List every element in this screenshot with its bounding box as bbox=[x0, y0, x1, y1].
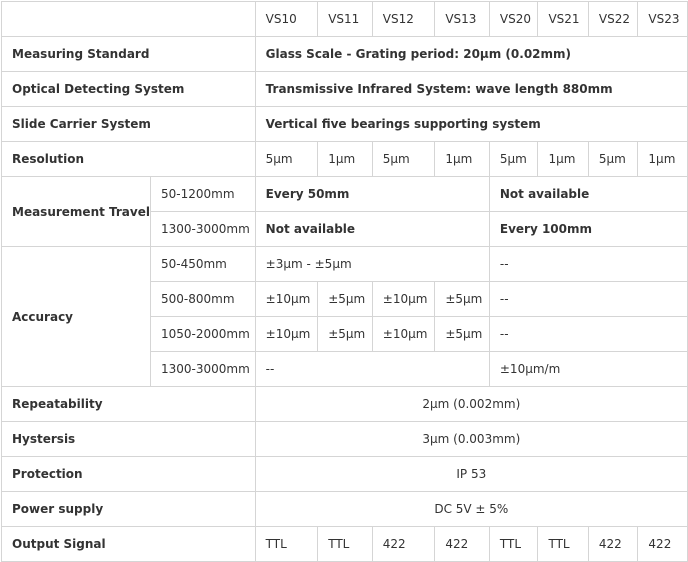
row-label: Output Signal bbox=[2, 527, 256, 562]
range-label: 50-1200mm bbox=[150, 177, 255, 212]
accuracy-vs2-value: ±10μm/m bbox=[489, 352, 687, 387]
repeatability-row bbox=[2, 387, 688, 422]
accuracy-row bbox=[2, 247, 688, 282]
row-label: Optical Detecting System bbox=[2, 72, 256, 107]
model-header: VS10 bbox=[255, 2, 318, 37]
accuracy-vs2-value: -- bbox=[489, 317, 687, 352]
row-label: Protection bbox=[2, 457, 256, 492]
range-label: 1300-3000mm bbox=[150, 212, 255, 247]
accuracy-cell: ±10μm bbox=[372, 317, 435, 352]
travel-vs2-value: Not available bbox=[489, 177, 687, 212]
resolution-cell: 5μm bbox=[255, 142, 318, 177]
resolution-cell: 5μm bbox=[372, 142, 435, 177]
accuracy-cell: ±5μm bbox=[318, 282, 373, 317]
row-label: Repeatability bbox=[2, 387, 256, 422]
output-cell: TTL bbox=[255, 527, 318, 562]
model-header: VS23 bbox=[638, 2, 688, 37]
output-cell: TTL bbox=[318, 527, 373, 562]
output-cell: 422 bbox=[435, 527, 490, 562]
range-label: 1050-2000mm bbox=[150, 317, 255, 352]
output-cell: 422 bbox=[372, 527, 435, 562]
hystersis-value: 3μm (0.003mm) bbox=[255, 422, 687, 457]
resolution-cell: 1μm bbox=[638, 142, 688, 177]
model-header: VS12 bbox=[372, 2, 435, 37]
accuracy-vs2-value: -- bbox=[489, 282, 687, 317]
row-label: Power supply bbox=[2, 492, 256, 527]
accuracy-cell: ±10μm bbox=[255, 317, 318, 352]
row-label: Slide Carrier System bbox=[2, 107, 256, 142]
accuracy-vs1-value: ±3μm - ±5μm bbox=[255, 247, 489, 282]
model-header: VS22 bbox=[588, 2, 638, 37]
output-signal-row bbox=[2, 527, 688, 562]
slide-carrier-value: Vertical five bearings supporting system bbox=[255, 107, 687, 142]
model-header: VS11 bbox=[318, 2, 373, 37]
model-header: VS13 bbox=[435, 2, 490, 37]
range-label: 1300-3000mm bbox=[150, 352, 255, 387]
power-supply-value: DC 5V ± 5% bbox=[255, 492, 687, 527]
measuring-standard-value: Glass Scale - Grating period: 20μm (0.02mm) bbox=[255, 37, 687, 72]
optical-value: Transmissive Infrared System: wave length 880mm bbox=[255, 72, 687, 107]
hystersis-row bbox=[2, 422, 688, 457]
output-cell: 422 bbox=[588, 527, 638, 562]
output-cell: TTL bbox=[538, 527, 588, 562]
model-header: VS20 bbox=[489, 2, 538, 37]
resolution-row bbox=[2, 142, 688, 177]
slide-carrier-row bbox=[2, 107, 688, 142]
resolution-cell: 5μm bbox=[489, 142, 538, 177]
accuracy-cell: ±5μm bbox=[318, 317, 373, 352]
travel-vs1-value: Every 50mm bbox=[255, 177, 489, 212]
optical-row bbox=[2, 72, 688, 107]
output-cell: 422 bbox=[638, 527, 688, 562]
travel-vs2-value: Every 100mm bbox=[489, 212, 687, 247]
model-header: VS21 bbox=[538, 2, 588, 37]
range-label: 50-450mm bbox=[150, 247, 255, 282]
output-cell: TTL bbox=[489, 527, 538, 562]
protection-value: IP 53 bbox=[255, 457, 687, 492]
accuracy-vs1-value: -- bbox=[255, 352, 489, 387]
spec-table bbox=[1, 1, 688, 562]
row-label: Resolution bbox=[2, 142, 256, 177]
power-supply-row bbox=[2, 492, 688, 527]
resolution-cell: 1μm bbox=[538, 142, 588, 177]
accuracy-cell: ±10μm bbox=[255, 282, 318, 317]
travel-vs1-value: Not available bbox=[255, 212, 489, 247]
travel-row bbox=[2, 177, 688, 212]
accuracy-cell: ±10μm bbox=[372, 282, 435, 317]
row-label: Hystersis bbox=[2, 422, 256, 457]
row-label: Measuring Standard bbox=[2, 37, 256, 72]
row-label: Accuracy bbox=[2, 247, 151, 387]
accuracy-vs2-value: -- bbox=[489, 247, 687, 282]
protection-row bbox=[2, 457, 688, 492]
repeatability-value: 2μm (0.002mm) bbox=[255, 387, 687, 422]
resolution-cell: 5μm bbox=[588, 142, 638, 177]
accuracy-cell: ±5μm bbox=[435, 317, 490, 352]
accuracy-cell: ±5μm bbox=[435, 282, 490, 317]
header-row bbox=[2, 2, 688, 37]
resolution-cell: 1μm bbox=[435, 142, 490, 177]
range-label: 500-800mm bbox=[150, 282, 255, 317]
header-blank-cell bbox=[2, 2, 256, 37]
row-label: Measurement Travel bbox=[2, 177, 151, 247]
measuring-standard-row bbox=[2, 37, 688, 72]
resolution-cell: 1μm bbox=[318, 142, 373, 177]
